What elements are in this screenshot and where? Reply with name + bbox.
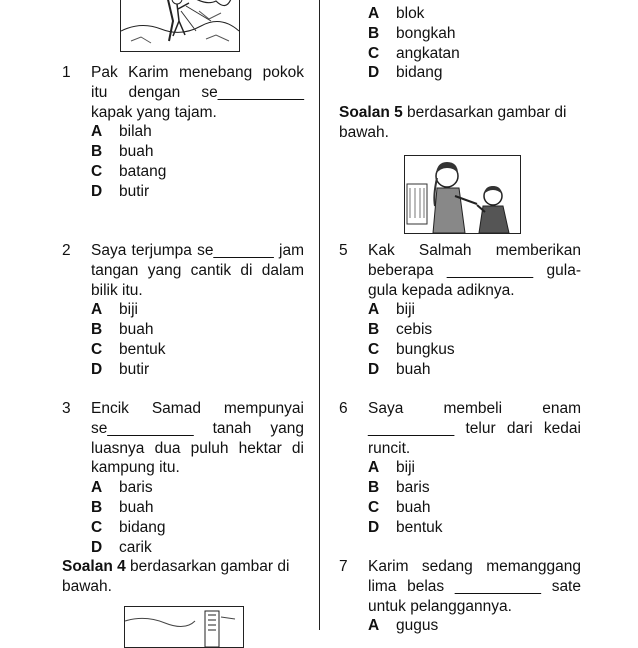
question-5: [339, 241, 581, 380]
option-a[interactable]: A biji: [91, 301, 138, 319]
question-stem: Pak Karim menebang pokok itu dengan se__________ kapak yang tajam.: [91, 64, 304, 121]
option-d[interactable]: D buah: [368, 360, 431, 378]
instruction-soalan-5: Soalan 5 berdasarkan gambar di bawah.: [339, 104, 567, 141]
instruction-soalan-4: Soalan 4 berdasarkan gambar di bawah.: [62, 558, 290, 595]
option-b[interactable]: B cebis: [368, 321, 433, 339]
question-6: [339, 399, 581, 538]
question-number: 5: [339, 242, 348, 259]
tree-cutting-illustration: [120, 0, 240, 52]
option-d[interactable]: D butir: [91, 360, 150, 378]
column-divider: [319, 0, 320, 630]
option-a[interactable]: A bilah: [91, 123, 152, 141]
option-c[interactable]: C bidang: [91, 518, 166, 536]
sister-gives-sweets-illustration: [404, 155, 521, 234]
option-d[interactable]: D bidang: [368, 64, 443, 82]
option-b[interactable]: B buah: [91, 498, 154, 516]
question-1: [62, 63, 304, 202]
question-3: [62, 399, 304, 557]
question-stem: Karim sedang memanggang lima belas __________ sate untuk pelanggannya.: [368, 558, 581, 615]
option-c[interactable]: C bungkus: [368, 340, 455, 358]
question-stem: Encik Samad mempunyai se__________ tanah yang luasnya dua puluh hektar di kampung itu.: [91, 400, 304, 477]
building-illustration: [124, 606, 244, 648]
question-stem: Kak Salmah memberikan beberapa __________ gula-gula kepada adiknya.: [368, 242, 581, 299]
question-7: [339, 557, 581, 636]
question-stem: Saya membeli enam __________ telur dari kedai runcit.: [368, 400, 581, 457]
question-number: 7: [339, 558, 348, 575]
question-4-stem-tail: [339, 0, 581, 1]
option-a[interactable]: A biji: [368, 301, 415, 319]
option-c[interactable]: C batang: [91, 162, 167, 180]
option-c[interactable]: C buah: [368, 498, 431, 516]
question-2: [62, 241, 304, 380]
option-c[interactable]: C angkatan: [368, 44, 460, 62]
question-stem: Saya terjumpa se_______ jam tangan yang cantik di dalam bilik itu.: [91, 242, 304, 299]
option-a[interactable]: A blok: [368, 5, 425, 22]
question-number: 2: [62, 242, 71, 259]
option-d[interactable]: D carik: [91, 538, 152, 556]
option-c[interactable]: C bentuk: [91, 340, 166, 358]
question-4-options: [339, 4, 581, 83]
question-number: 1: [62, 64, 71, 81]
option-d[interactable]: D bentuk: [368, 518, 443, 536]
option-a[interactable]: A gugus: [368, 617, 439, 635]
question-number: 6: [339, 400, 348, 417]
option-b[interactable]: B buah: [91, 321, 154, 339]
option-b[interactable]: B buah: [91, 143, 154, 161]
question-number: 3: [62, 400, 71, 417]
option-b[interactable]: B baris: [368, 479, 430, 497]
option-a[interactable]: A biji: [368, 459, 415, 477]
option-a[interactable]: A baris: [91, 479, 153, 497]
option-d[interactable]: D butir: [91, 182, 150, 200]
option-b[interactable]: B bongkah: [368, 24, 456, 42]
